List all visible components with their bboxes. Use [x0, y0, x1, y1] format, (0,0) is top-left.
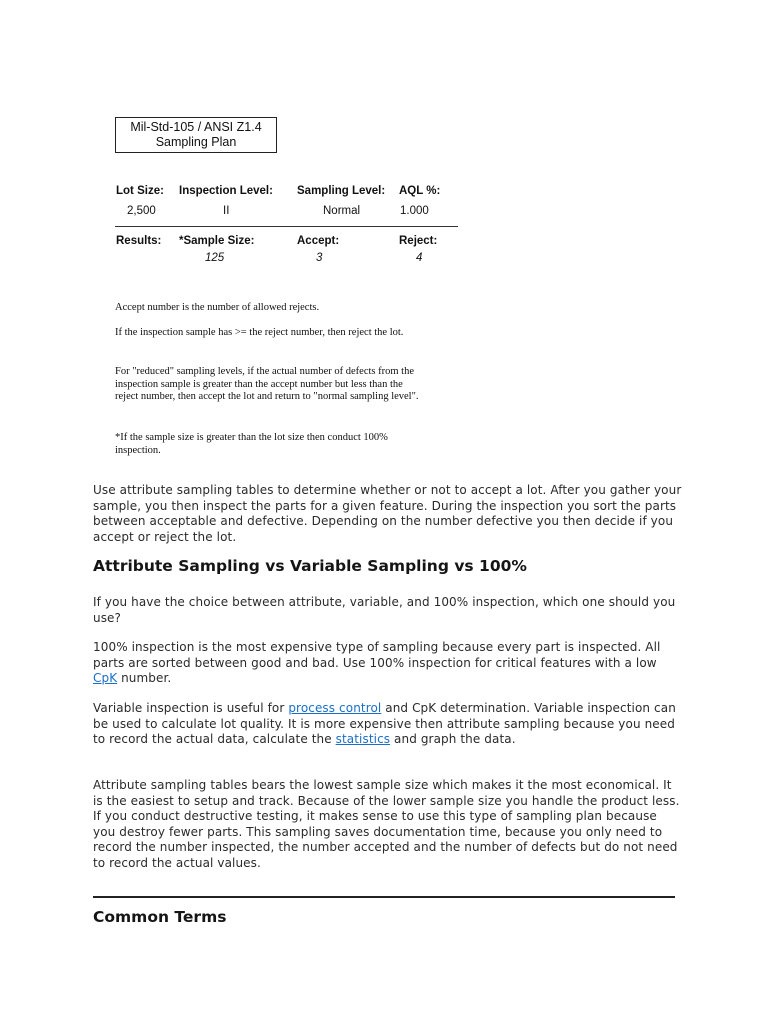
reject-value: 4	[416, 252, 423, 264]
process-control-link[interactable]: process control	[288, 701, 382, 715]
aql-value: 1.000	[400, 205, 429, 217]
plan-note: *If the sample size is greater than the lot size then conduct 100% inspection.	[115, 432, 388, 456]
lot-size-value: 2,500	[127, 205, 156, 217]
section-divider	[93, 896, 675, 898]
inspection-level-label: Inspection Level:	[179, 185, 273, 197]
reject-label: Reject:	[399, 235, 438, 247]
plan-divider	[115, 226, 458, 227]
lot-size-label: Lot Size:	[116, 185, 164, 197]
sample-size-value: 125	[205, 252, 225, 264]
variable-text-end: and graph the data.	[390, 732, 516, 747]
sampling-plan-figure	[113, 115, 463, 460]
full-inspection-text: 100% inspection is the most expensive type of sampling because every part is inspected. All parts are sorted between good and bad. Use 100% inspection for critical features with a low	[93, 640, 661, 670]
plan-title-line2: Sampling Plan	[155, 135, 237, 149]
comparison-heading: Attribute Sampling vs Variable Sampling vs 100%	[93, 557, 527, 575]
sampling-level-label: Sampling Level:	[297, 185, 386, 197]
full-inspection-text-end: number.	[117, 671, 172, 686]
common-terms-heading: Common Terms	[93, 908, 227, 926]
aql-label: AQL %:	[399, 185, 441, 197]
full-inspection-paragraph	[93, 640, 683, 687]
plan-note: For "reduced" sampling levels, if the actual number of defects from the inspection sample is greater than the accept number but less than the reject number, then accept the lot and return to "normal sampling level".	[115, 366, 419, 402]
inspection-level-value: II	[223, 205, 230, 217]
plan-title-line1: Mil-Std-105 / ANSI Z1.4	[130, 120, 262, 134]
intro-paragraph: Use attribute sampling tables to determine whether or not to accept a lot. After you gather your sample, you then inspect the parts for a given feature. During the inspection you sort the parts between acceptable and defective. Depending on the number defective you then decide if you accept or reject the lot.	[93, 483, 682, 544]
variable-text: Variable inspection is useful for	[93, 701, 289, 715]
attribute-sampling-paragraph: Attribute sampling tables bears the lowest sample size which makes it the most economical. It is the easiest to setup and track. Because of the lower sample size you handle the product less. If you conduct destructive testing, it makes sense to use this type of sampling plan because you destroy fewer parts. This sampling saves documentation time, because you only need to record the number inspected, the number accepted and the number of defects but do not need to record the actual values.	[93, 778, 680, 870]
cpk-link[interactable]: CpK	[93, 671, 118, 686]
statistics-link[interactable]: statistics	[335, 732, 391, 747]
sampling-plan-title-box	[115, 117, 277, 153]
variable-text-middle: and CpK determination. Variable inspection can be used to calculate lot quality. It is more expensive then attribute sampling because you need to record the actual data, calculate the	[93, 701, 676, 747]
sample-size-label: *Sample Size:	[179, 235, 255, 247]
sampling-level-value: Normal	[323, 205, 361, 217]
accept-value: 3	[316, 252, 323, 264]
variable-inspection-paragraph	[93, 701, 683, 748]
accept-label: Accept:	[297, 235, 340, 247]
results-label: Results:	[116, 235, 162, 247]
question-paragraph: If you have the choice between attribute, variable, and 100% inspection, which one should you use?	[93, 595, 676, 625]
plan-note: Accept number is the number of allowed rejects.	[115, 302, 320, 313]
plan-note: If the inspection sample has >= the reject number, then reject the lot.	[115, 327, 404, 338]
